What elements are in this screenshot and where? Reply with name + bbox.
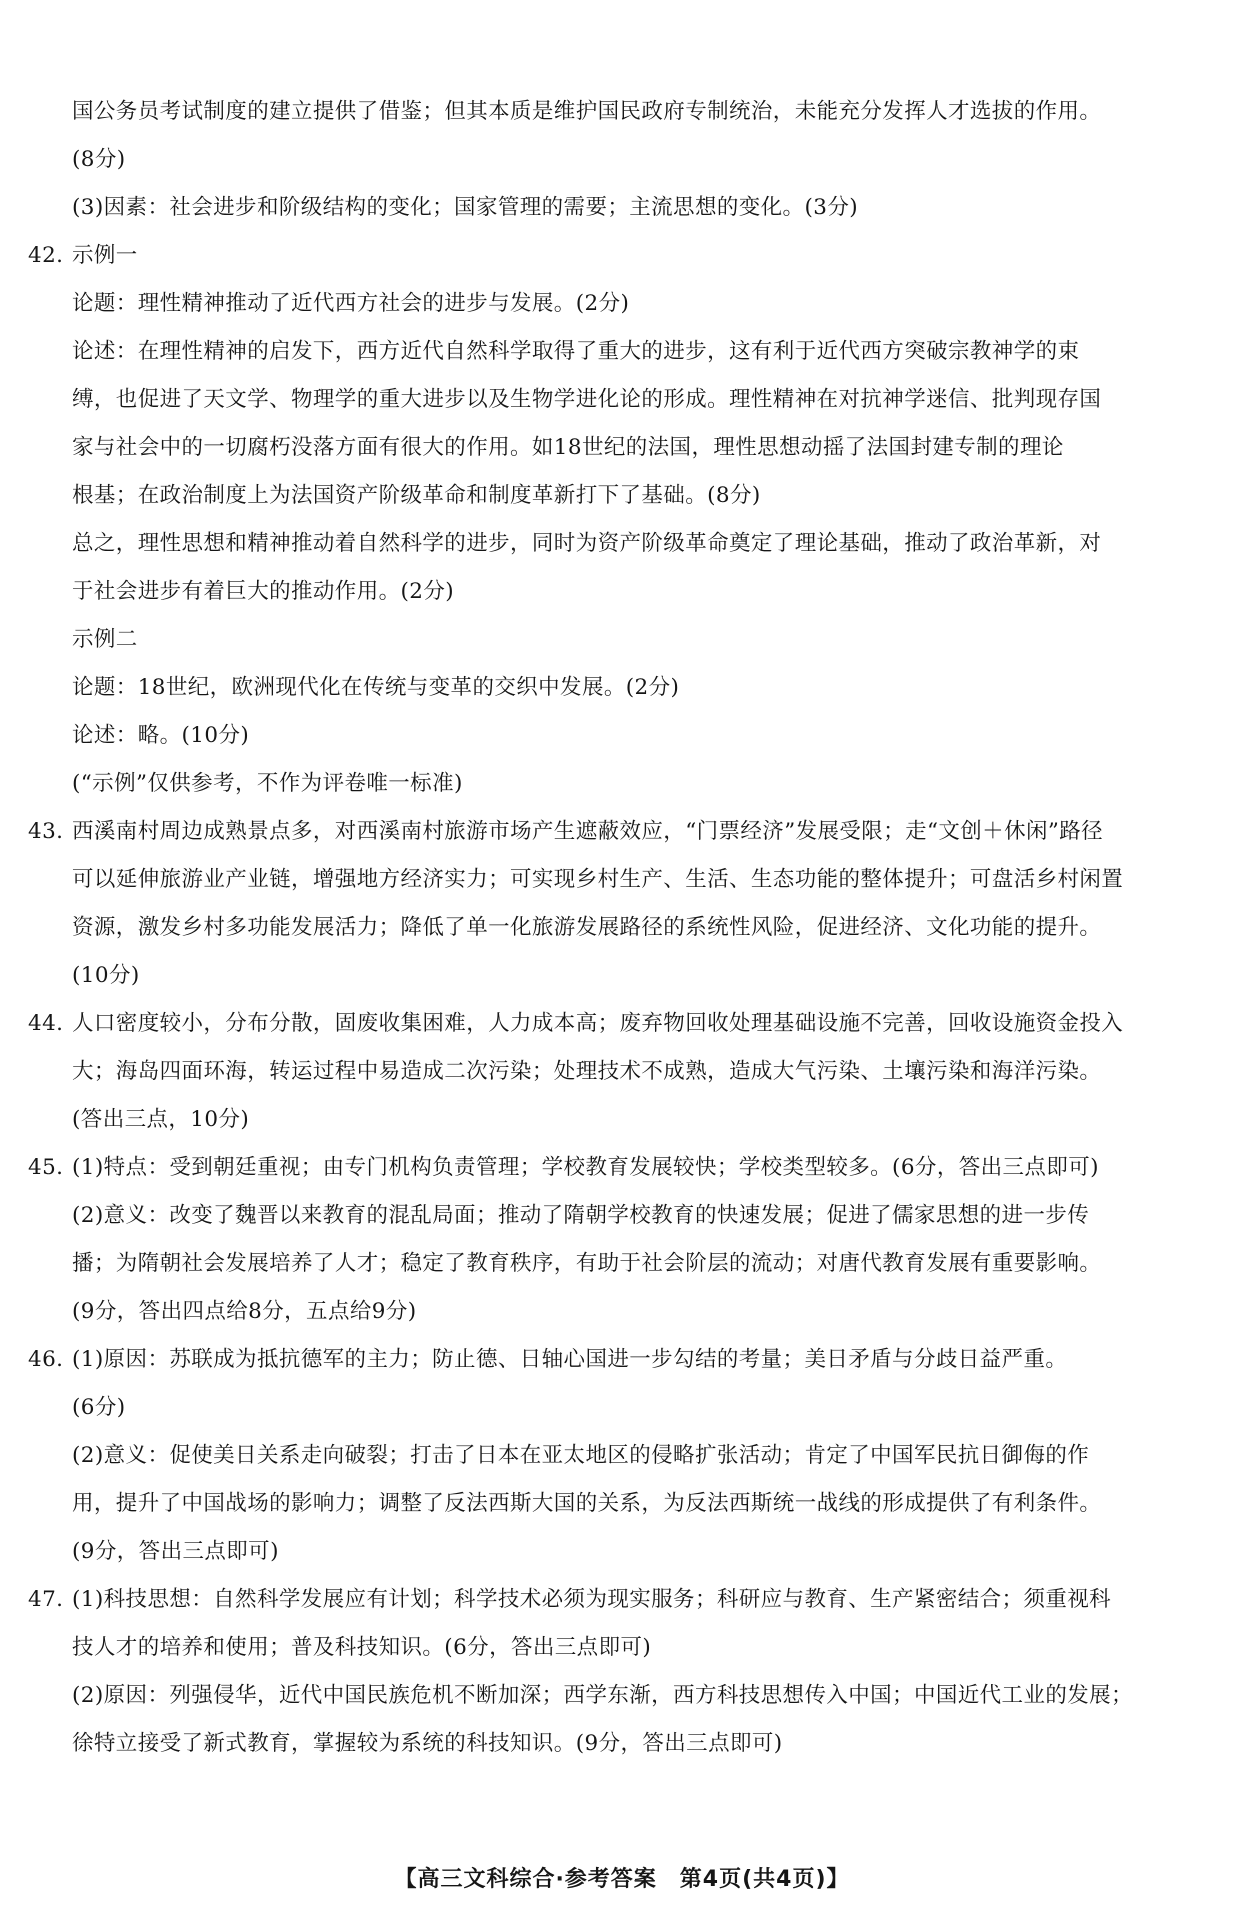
- line-text: (1)原因：苏联成为抵抗德军的主力；防止德、日轴心国进一步勾结的考量；美日矛盾与分歧日益严重。: [72, 1347, 1068, 1372]
- line-text: 论题：理性精神推动了近代西方社会的进步与发展。(2分): [72, 291, 630, 316]
- line-text: 技人才的培养和使用；普及科技知识。(6分，答出三点即可): [72, 1635, 652, 1660]
- text-line: [28, 1192, 1224, 1240]
- text-line: [28, 1288, 1224, 1336]
- line-text: (1)科技思想：自然科学发展应有计划；科学技术必须为现实服务；科研应与教育、生产紧密结合；须重视科: [72, 1587, 1112, 1612]
- line-text: 国公务员考试制度的建立提供了借鉴；但其本质是维护国民政府专制统治，未能充分发挥人才选拔的作用。: [72, 99, 1102, 124]
- line-text: 用，提升了中国战场的影响力；调整了反法西斯大国的关系，为反法西斯统一战线的形成提供了有利条件。: [72, 1491, 1102, 1516]
- line-text: 于社会进步有着巨大的推动作用。(2分): [72, 579, 455, 604]
- text-line: [28, 1048, 1224, 1096]
- text-line: [28, 376, 1224, 424]
- line-text: 论题：18世纪，欧洲现代化在传统与变革的交织中发展。(2分): [72, 675, 680, 700]
- line-text: (2)原因：列强侵华，近代中国民族危机不断加深；西学东渐，西方科技思想传入中国；中国近代工业的发展；: [72, 1683, 1133, 1708]
- text-line: [28, 856, 1224, 904]
- text-line: [28, 712, 1224, 760]
- text-line: [28, 760, 1224, 808]
- line-text: (2)意义：改变了魏晋以来教育的混乱局面；推动了隋朝学校教育的快速发展；促进了儒家思想的进一步传: [72, 1203, 1090, 1228]
- text-line: [28, 232, 1224, 280]
- text-line: [28, 1432, 1224, 1480]
- text-line: [28, 280, 1224, 328]
- line-text: (9分，答出四点给8分，五点给9分): [72, 1299, 417, 1324]
- line-text: 大；海岛四面环海，转运过程中易造成二次污染；处理技术不成熟，造成大气污染、土壤污染和海洋污染。: [72, 1059, 1102, 1084]
- line-text: 根基；在政治制度上为法国资产阶级革命和制度革新打下了基础。(8分): [72, 483, 761, 508]
- line-text: 徐特立接受了新式教育，掌握较为系统的科技知识。(9分，答出三点即可): [72, 1731, 783, 1756]
- line-text: (3)因素：社会进步和阶级结构的变化；国家管理的需要；主流思想的变化。(3分): [72, 195, 859, 220]
- text-line: [28, 1384, 1224, 1432]
- text-line: [28, 1480, 1224, 1528]
- text-line: [28, 1624, 1224, 1672]
- question-number: 42.: [28, 243, 64, 268]
- text-line: [28, 520, 1224, 568]
- text-line: [28, 472, 1224, 520]
- line-text: (6分): [72, 1395, 126, 1420]
- text-line: [28, 616, 1224, 664]
- line-text: (答出三点，10分): [72, 1107, 250, 1132]
- page-footer: 【高三文科综合·参考答案 第4页(共4页)】: [394, 1867, 850, 1892]
- line-text: (1)特点：受到朝廷重视；由专门机构负责管理；学校教育发展较快；学校类型较多。(6分，答出三点即可): [72, 1155, 1099, 1180]
- text-line: [28, 1336, 1224, 1384]
- line-text: 示例一: [72, 243, 138, 268]
- text-line: [28, 1720, 1224, 1768]
- text-line: [28, 664, 1224, 712]
- text-line: [28, 1000, 1224, 1048]
- text-line: [28, 424, 1224, 472]
- text-line: [28, 1528, 1224, 1576]
- line-text: 可以延伸旅游业产业链，增强地方经济实力；可实现乡村生产、生活、生态功能的整体提升；可盘活乡村闲置: [72, 867, 1124, 892]
- line-text: (8分): [72, 147, 126, 172]
- line-text: 论述：在理性精神的启发下，西方近代自然科学取得了重大的进步，这有利于近代西方突破宗教神学的束: [72, 339, 1080, 364]
- text-line: [28, 328, 1224, 376]
- text-line: [28, 184, 1224, 232]
- line-text: 总之，理性思想和精神推动着自然科学的进步，同时为资产阶级革命奠定了理论基础，推动了政治革新，对: [72, 531, 1102, 556]
- text-line: [28, 136, 1224, 184]
- text-line: [28, 1144, 1224, 1192]
- line-text: 西溪南村周边成熟景点多，对西溪南村旅游市场产生遮蔽效应，“门票经济”发展受限；走“文创＋休闲”路径: [72, 819, 1104, 844]
- text-line: [28, 1240, 1224, 1288]
- answer-content: [28, 88, 1224, 1768]
- question-number: 44.: [28, 1011, 64, 1036]
- question-number: 43.: [28, 819, 64, 844]
- line-text: 播；为隋朝社会发展培养了人才；稳定了教育秩序，有助于社会阶层的流动；对唐代教育发展有重要影响。: [72, 1251, 1102, 1276]
- line-text: 论述：略。(10分): [72, 723, 250, 748]
- question-number: 46.: [28, 1347, 64, 1372]
- line-text: 示例二: [72, 627, 138, 652]
- text-line: [28, 1576, 1224, 1624]
- line-text: 家与社会中的一切腐朽没落方面有很大的作用。如18世纪的法国，理性思想动摇了法国封建专制的理论: [72, 435, 1064, 460]
- text-line: [28, 808, 1224, 856]
- question-number: 45.: [28, 1155, 64, 1180]
- text-line: [28, 1096, 1224, 1144]
- question-number: 47.: [28, 1587, 64, 1612]
- text-line: [28, 904, 1224, 952]
- line-text: 资源，激发乡村多功能发展活力；降低了单一化旅游发展路径的系统性风险，促进经济、文化功能的提升。: [72, 915, 1102, 940]
- line-text: (9分，答出三点即可): [72, 1539, 279, 1564]
- line-text: (“示例”仅供参考，不作为评卷唯一标准): [72, 771, 463, 796]
- text-line: [28, 568, 1224, 616]
- text-line: [28, 952, 1224, 1000]
- line-text: (2)意义：促使美日关系走向破裂；打击了日本在亚太地区的侵略扩张活动；肯定了中国军民抗日御侮的作: [72, 1443, 1090, 1468]
- line-text: 缚，也促进了天文学、物理学的重大进步以及生物学进化论的形成。理性精神在对抗神学迷信、批判现存国: [72, 387, 1102, 412]
- line-text: (10分): [72, 963, 140, 988]
- line-text: 人口密度较小，分布分散，固废收集困难，人力成本高；废弃物回收处理基础设施不完善，回收设施资金投入: [72, 1011, 1124, 1036]
- text-line: [28, 1672, 1224, 1720]
- text-line: [28, 88, 1224, 136]
